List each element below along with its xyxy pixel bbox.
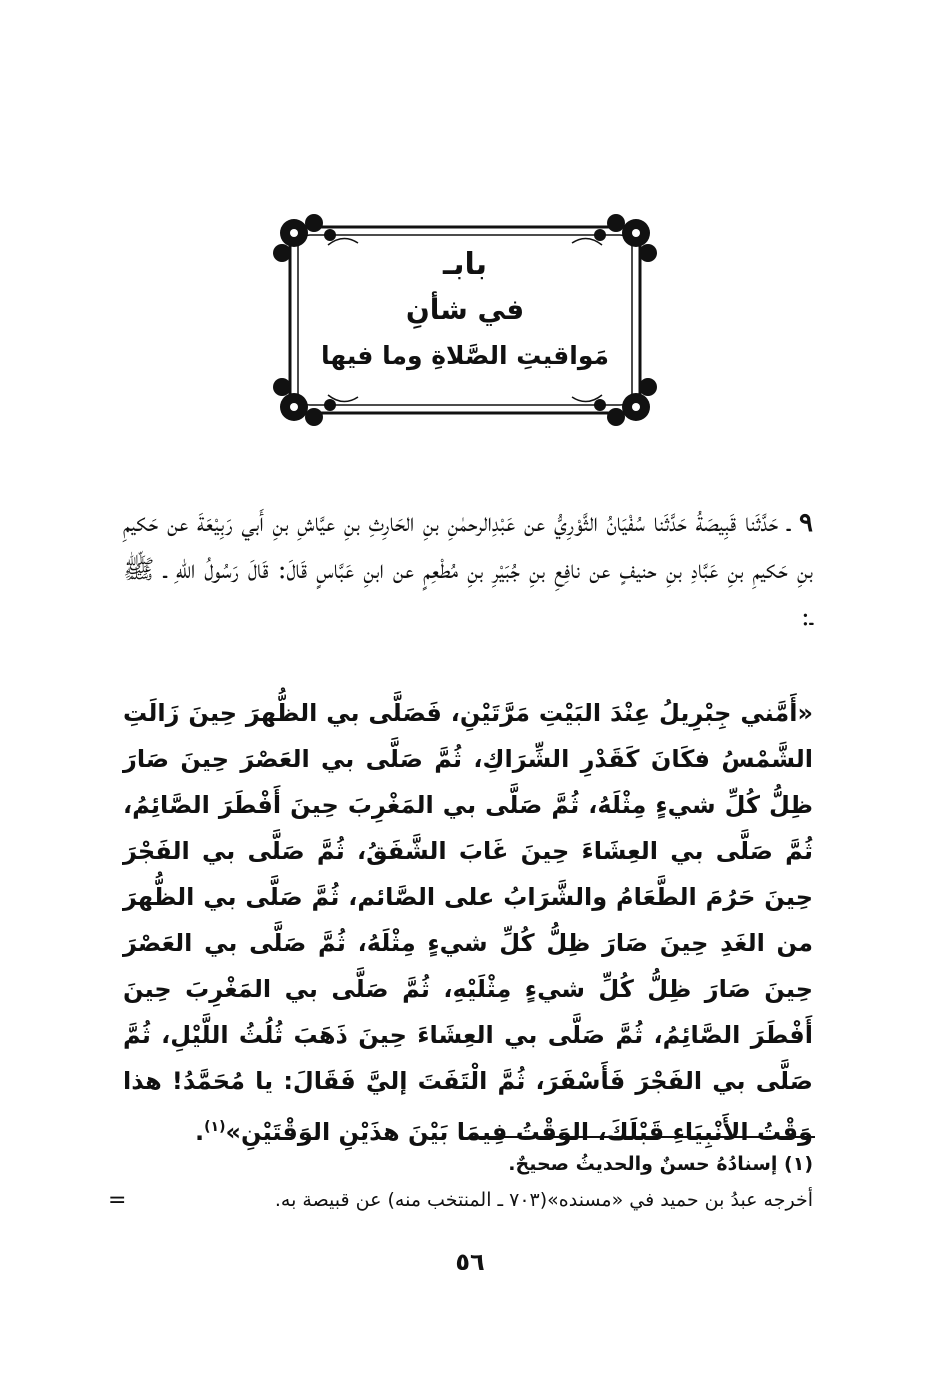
chapter-subheading: في شأنِ: [405, 293, 525, 326]
footnote-separator: [470, 1136, 815, 1138]
hadith-matn-paragraph: [123, 690, 813, 1155]
chapter-topic: مَواقيتِ الصَّلاةِ وما فيها: [320, 341, 610, 370]
footnote-reference: (١): [204, 1119, 226, 1135]
hadith-isnad-paragraph: [123, 500, 813, 641]
sentence-end: .: [194, 1118, 205, 1146]
hadith-number: ٩: [799, 508, 813, 538]
hadith-matn: «أَمَّني جِبْرِيلُ عِنْدَ البَيْتِ مَرَّتَيْنِ، فَصَلَّى بي الظُّهرَ حِينَ زَالَتِ الشَّمْسُ فكَانَ كَقَدْرِ الشِّرَاكِ، ثُمَّ صَلَّى بي العَصْرَ حِينَ صَارَ ظِلُّ كُلِّ شيءٍ مِثْلَهُ، ثُمَّ صَلَّى بي المَغْرِبَ حِينَ أَفْطَرَ الصَّائِمُ، ثُمَّ صَلَّى بي العِشَاءَ حِينَ غَابَ الشَّفَقُ، ثُمَّ صَلَّى بي الفَجْرَ حِينَ حَرُمَ الطَّعَامُ والشَّرَابُ على الصَّائم، ثُمَّ صَلَّى بي الظُّهرَ من الغَدِ حِينَ صَارَ ظِلُّ كُلِّ شيءٍ مِثْلَهُ، ثُمَّ صَلَّى بي العَصْرَ حِينَ صَارَ ظِلُّ كُلِّ شيءٍ مِثْلَيْهِ، ثُمَّ صَلَّى بي المَغْرِبَ حِينَ أَفْطَرَ الصَّائِمُ، ثُمَّ صَلَّى بي العِشَاءَ حِينَ ذَهَبَ ثُلُثُ اللَّيْلِ، ثُمَّ صَلَّى بي الفَجْرَ فَأَسْفَرَ، ثُمَّ الْتَفَتَ إليَّ فَقَالَ: يا مُحَمَّدُ! هذا وَقْتُ الأَنْبِيَاءِ قَبْلَكَ، الوَقْتُ فِيمَا بَيْنَ هذَيْنِ الوَقْتَيْنِ»: [123, 699, 813, 1146]
footnote-1-source: أخرجه عبدُ بن حميد في «مسنده»(٧٠٣ ـ المنتخب منه) عن قبيصة به.: [274, 1189, 813, 1211]
chapter-title-frame: [268, 205, 662, 435]
footnote-1: (١) إسنادُهُ حسنٌ والحديثُ صحيحٌ.: [508, 1153, 813, 1175]
hadith-isnad: ـ حَدَّثَنا قَبِيصَةُ حَدَّثَنا سُفْيَانُ الثَّوْرِيُّ عن عَبْدِالرحمٰنِ بنِ الحَارِثِ بنِ عيَّاشِ بنِ أَبي رَبِيْعَةَ عن حَكيمِ بنِ حَكيمِ بنِ عَبَّادِ بنِ حنيفٍ عن نافِعِ بنِ جُبَيْرِ بنِ مُطْعِمٍ عن ابنِ عَبَّاسٍ قَالَ: قَالَ رَسُولُ اللّهِ ـ ﷺ ـ:: [123, 508, 813, 632]
continuation-mark: =: [108, 1188, 127, 1213]
chapter-heading: بابـ: [442, 247, 488, 282]
page-number: ٥٦: [455, 1248, 485, 1276]
chapter-title: [308, 243, 622, 393]
